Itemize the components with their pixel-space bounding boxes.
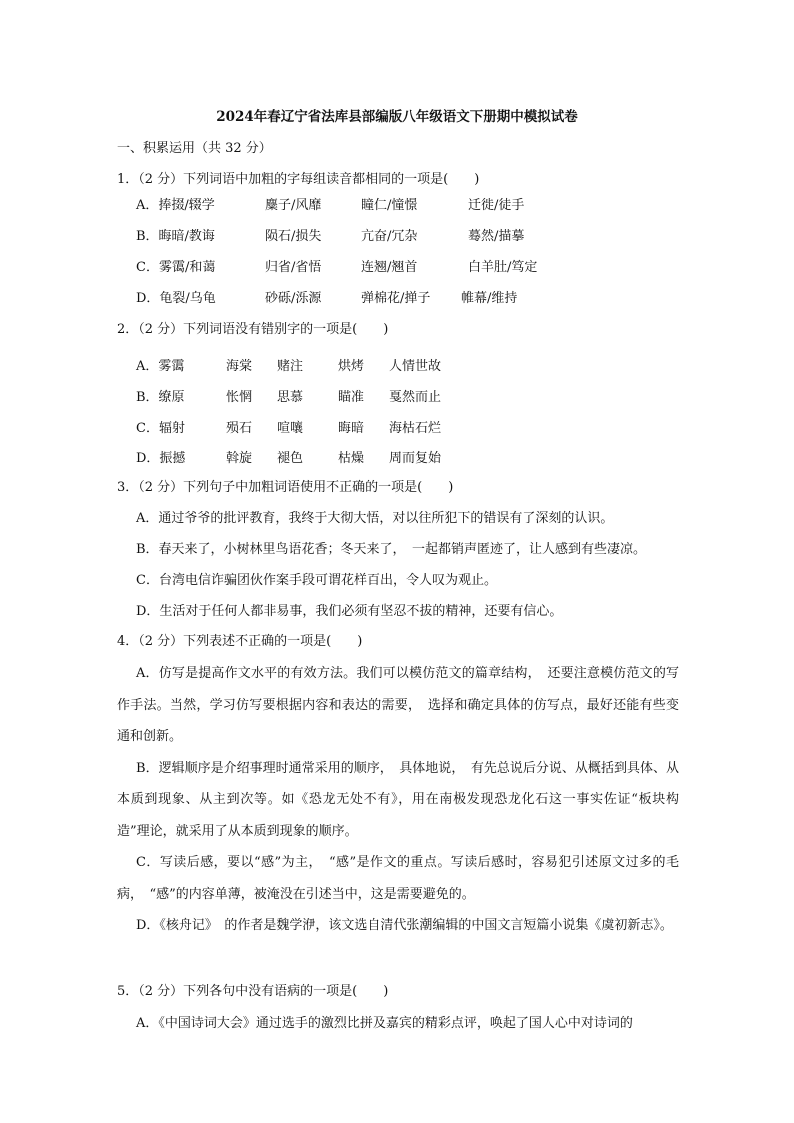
option-cell: C．雾霭/和蔼 [136,260,216,275]
option-cell: 蓦然/描摹 [468,229,525,244]
question-5-stem: 5．（2 分）下列各句中没有语病的一项是( ) [117,984,389,999]
option-cell: 迁徙/徒手 [468,198,525,213]
option-cell: 喧嚷 [277,421,304,436]
option-cell: 周而复始 [389,451,442,466]
option-cell: 怅惘 [226,390,253,405]
question-2-stem: 2．（2 分）下列词语没有错别字的一项是( ) [117,322,389,337]
question-4-option-a: A．仿写是提高作文水平的有效方法。我们可以模仿范文的篇章结构， 还要注意模仿范文的写作手法。当然，学习仿写要根据内容和表达的需要， 选择和确定具体的仿写点，最好还能有些变通和创新。 [117,666,679,744]
option-cell: 斡旋 [226,451,253,466]
option-cell: B．缭原 [136,390,185,405]
question-4-option-b: B．逻辑顺序是介绍事理时通常采用的顺序， 具体地说， 有先总说后分说、从概括到具体、从本质到现象、从主到次等。如《恐龙无处不有》，用在南极发现恐龙化石这一事实佐证“板块构造”理论，就采用了从本质到现象的顺序。 [117,760,679,839]
question-5-option-a: A．《中国诗词大会》通过选手的激烈比拼及嘉宾的精彩点评，唤起了国人心中对诗词的 [136,1016,633,1031]
option-cell: 瞳仁/憧憬 [361,198,418,213]
option-cell: 殒石 [226,421,253,436]
option-cell: 枯燥 [338,451,365,466]
option-cell: 海枯石烂 [389,421,442,436]
option-cell: 白羊肚/笃定 [468,260,538,275]
option-cell: 思慕 [277,390,304,405]
option-cell: 瞄准 [338,390,365,405]
option-cell: 人情世故 [389,359,442,374]
option-cell: 晦暗 [338,421,365,436]
question-4-option-c: C．写读后感，要以“感”为主， “感”是作文的重点。写读后感时，容易犯引述原文过多的毛病， “感”的内容单薄，被淹没在引述当中，这是需要避免的。 [117,855,679,902]
option-cell: 褪色 [277,451,304,466]
question-4-option-d: D．《核舟记》 的作者是魏学洢，该文选自清代张潮编辑的中国文言短篇小说集《虞初新志》。 [136,918,673,933]
question-1-stem: 1．（2 分）下列词语中加粗的字每组读音都相同的一项是( ) [117,172,480,187]
option-cell: 弹棉花/掸子 [361,291,431,306]
option-cell: C．辐射 [136,421,185,436]
option-cell: 帷幕/维持 [461,291,518,306]
option-cell: D．振撼 [136,451,186,466]
option-cell: 砂砾/泺源 [265,291,322,306]
question-3-stem: 3．（2 分）下列句子中加粗词语使用不正确的一项是( ) [117,480,454,495]
question-3-option-d: D．生活对于任何人都非易事，我们必须有坚忍不拔的精神，还要有信心。 [136,604,563,619]
option-cell: 亢奋/冗杂 [361,229,418,244]
option-cell: 海棠 [226,359,253,374]
option-cell: 戛然而止 [389,390,442,405]
option-cell: 陨石/损失 [265,229,322,244]
question-3-option-c: C．台湾电信诈骗团伙作案手段可谓花样百出，令人叹为观止。 [136,573,497,588]
option-cell: 烘烤 [338,359,365,374]
section-heading: 一、积累运用（共 32 分） [117,141,272,156]
question-4-stem: 4．（2 分）下列表述不正确的一项是( ) [117,634,363,649]
option-cell: 连翘/翘首 [361,260,418,275]
question-3-option-a: A．通过爷爷的批评教育，我终于大彻大悟，对以往所犯下的错误有了深刻的认识。 [136,511,614,526]
option-cell: D．龟裂/乌龟 [136,291,216,306]
question-3-option-b: B．春天来了，小树林里鸟语花香；冬天来了， 一起都销声匿迹了，让人感到有些凄凉。 [136,542,647,557]
option-cell: B．晦暗/教诲 [136,229,215,244]
exam-title: 2024年春辽宁省法库县部编版八年级语文下册期中模拟试卷 [216,109,578,125]
question-4-body [117,658,679,942]
option-cell: 赌注 [277,359,304,374]
option-cell: 归省/省悟 [265,260,322,275]
option-cell: A．雾霭 [136,359,185,374]
option-cell: A．捧掇/辍学 [136,198,215,213]
option-cell: 麋子/风靡 [265,198,322,213]
